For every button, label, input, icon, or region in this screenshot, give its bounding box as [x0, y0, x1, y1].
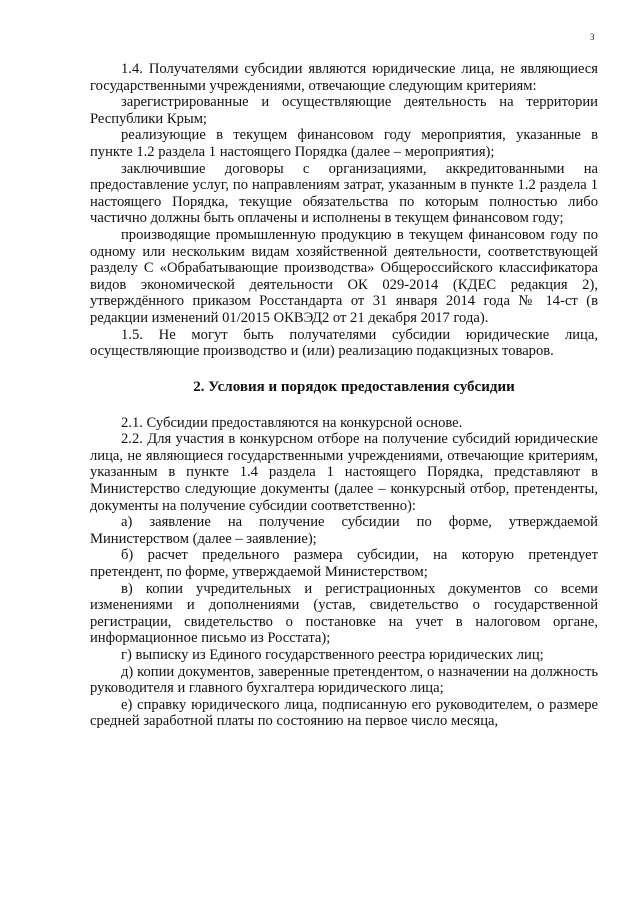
criterion-industrial-production: производящие промышленную продукцию в текущем финансовом году по одному или нескольким видам хозяйственной деятельности, соответствующей разделу С «Обрабатывающие производства» Общероссийского классификатора видов экономической деятельности ОК 029-2014 (КДЕС редакция 2), утверждённого приказом Росстандарта от 31 января 2014 года № 14-ст (в редакции изменений 01/2015 ОКВЭД2 от 21 декабря 2017 года). — [90, 226, 598, 326]
paragraph-1-5: 1.5. Не могут быть получателями субсидии юридические лица, осуществляющие производство и (или) реализацию подакцизных товаров. — [90, 326, 598, 360]
section-2-title: 2. Условия и порядок предоставления субсидии — [193, 378, 515, 395]
item-g-extract: г) выписку из Единого государственного реестра юридических лиц; — [121, 647, 544, 663]
paragraph-1-4: 1.4. Получателями субсидии являются юридические лица, не являющиеся государственными учреждениями, отвечающие следующим критериям: — [90, 61, 598, 94]
document-body — [90, 61, 598, 730]
item-d-appointment: д) копии документов, заверенные претендентом, о назначении на должность руководителя и главного бухгалтера юридического лица; — [90, 663, 598, 697]
page-number: 3 — [590, 32, 595, 42]
criterion-registered: зарегистрированные и осуществляющие деятельность на территории Республики Крым; — [90, 94, 598, 127]
item-b-calculation: б) расчет предельного размера субсидии, на которую претендует претендент, по форме, утверждаемой Министерством; — [90, 547, 598, 581]
item-e-salary-certificate: е) справку юридического лица, подписанную его руководителем, о размере средней заработной платы по состоянию на первое число месяца, — [90, 696, 598, 730]
criterion-contracts: заключившие договоры с организациями, аккредитованными на предоставление услуг, по направлениям затрат, указанным в пункте 1.2 раздела 1 настоящего Порядка, текущие обязательства по которым полностью либо частично должны быть оплачены и исполнены в текущем финансовом году; — [90, 160, 598, 227]
item-v-copies: в) копии учредительных и регистрационных документов со всеми изменениями и дополнениями (устав, свидетельство о государственной регистрации, свидетельство о постановке на учет в налоговом органе, информационное письмо из Росстата); — [90, 580, 598, 647]
item-a-application: а) заявление на получение субсидии по форме, утверждаемой Министерством (далее – заявление); — [90, 514, 598, 547]
paragraph-2-1: 2.1. Субсидии предоставляются на конкурсной основе. — [121, 414, 463, 431]
criterion-implementing: реализующие в текущем финансовом году мероприятия, указанные в пункте 1.2 раздела 1 настоящего Порядка (далее – мероприятия); — [90, 127, 598, 160]
paragraph-2-2: 2.2. Для участия в конкурсном отборе на получение субсидий юридические лица, не являющиеся государственными учреждениями, отвечающие критериям, указанным в пункте 1.4 раздела 1 настоящего Порядка, представляют в Министерство следующие документы (далее – конкурсный отбор, претенденты, документы на получение субсидии соответственно): — [90, 431, 598, 514]
